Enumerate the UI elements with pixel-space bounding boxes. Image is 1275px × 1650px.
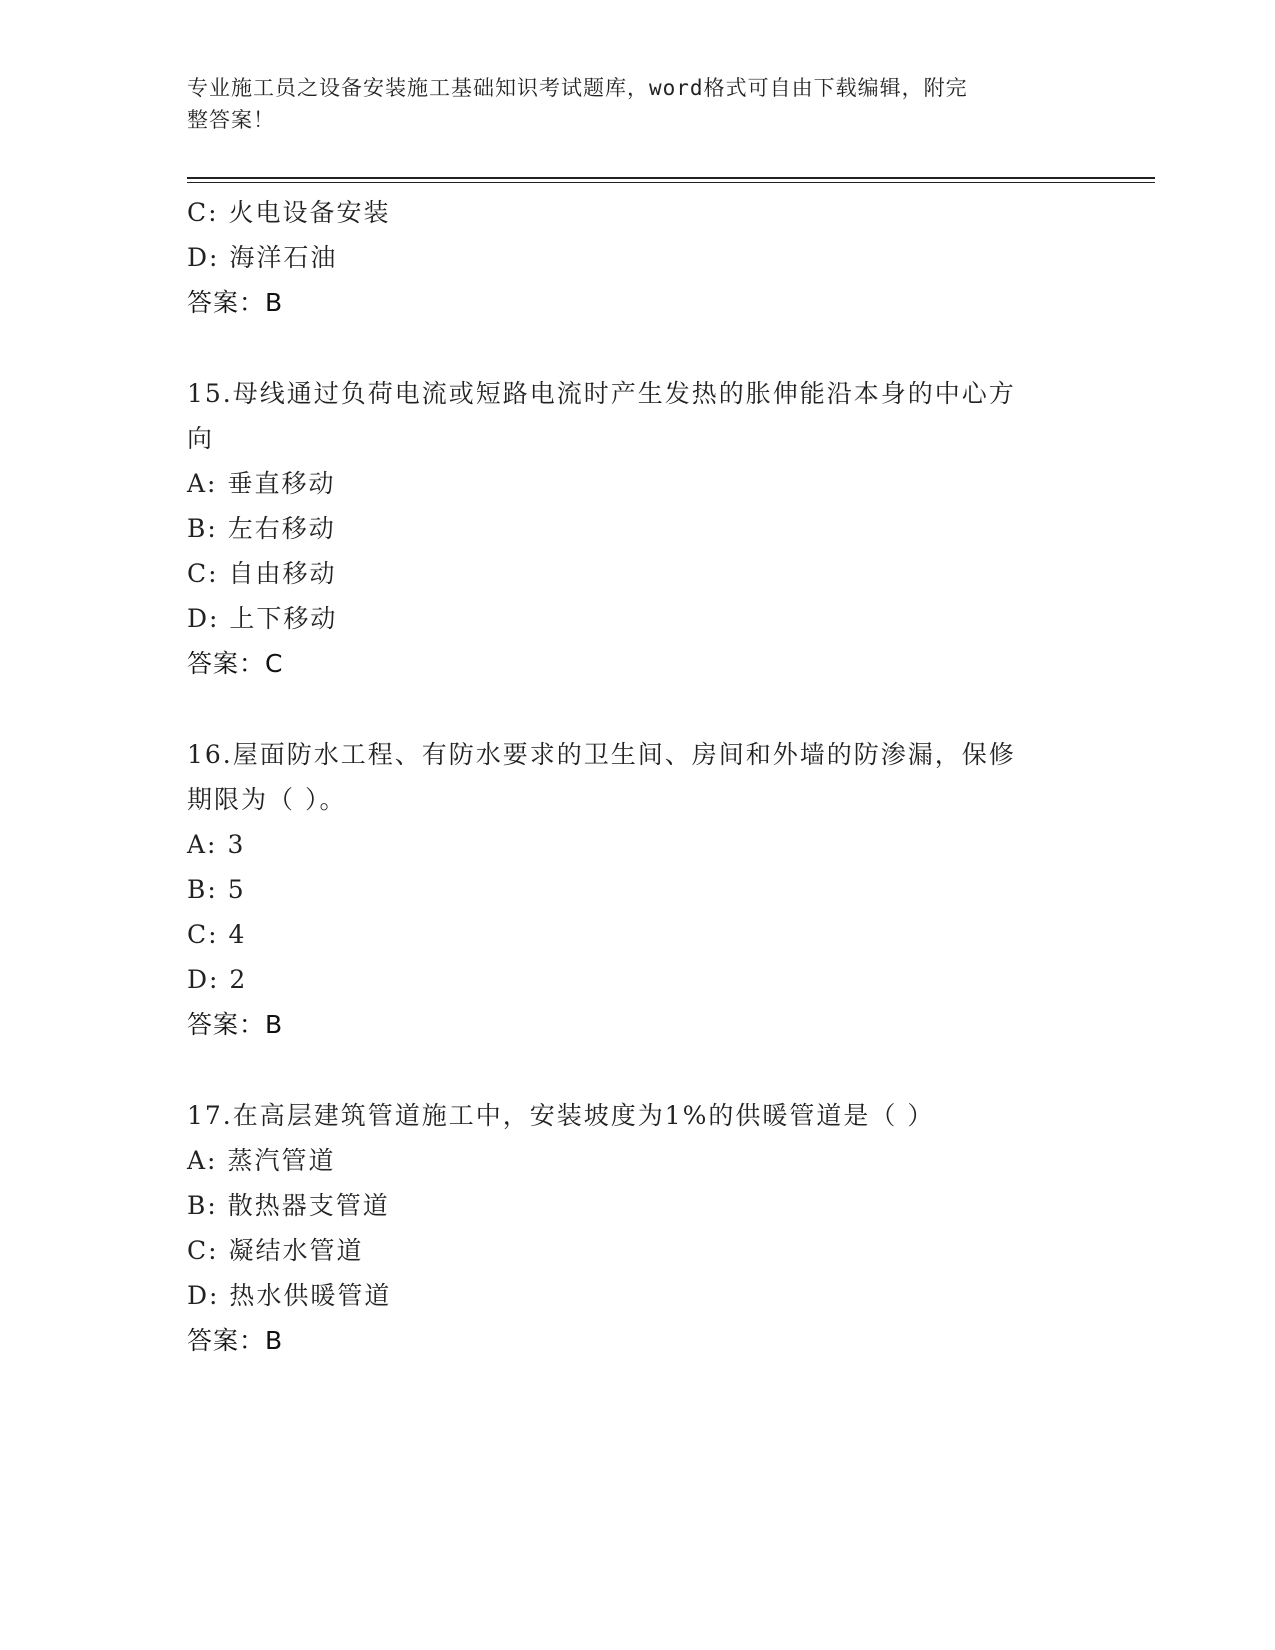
option-b	[187, 1183, 1087, 1228]
option-text: 垂直移动	[227, 469, 336, 498]
option-c	[187, 551, 1087, 596]
question-text-line-1: 17.在高层建筑管道施工中，安装坡度为1%的供暖管道是（ ）	[187, 1101, 935, 1130]
option-text: 5	[227, 875, 246, 904]
header-line-2: 整答案！	[187, 108, 275, 132]
option-label: C:	[187, 559, 219, 588]
option-text: 上下移动	[229, 604, 338, 633]
option-text: 4	[228, 920, 247, 949]
option-text: 自由移动	[228, 559, 337, 588]
option-a	[187, 1138, 1087, 1183]
previous-question-tail	[187, 190, 1087, 325]
option-d	[187, 1273, 1087, 1318]
option-d	[187, 596, 1087, 641]
option-d	[187, 235, 1087, 280]
option-text: 散热器支管道	[227, 1191, 390, 1220]
option-label: D:	[187, 1281, 220, 1310]
option-c	[187, 912, 1087, 957]
header-divider-thin	[187, 182, 1155, 183]
option-label: D:	[187, 965, 220, 994]
option-text: 3	[227, 830, 246, 859]
question-text-line-1: 16.屋面防水工程、有防水要求的卫生间、房间和外墙的防渗漏，保修	[187, 740, 1016, 769]
option-label: B:	[187, 514, 218, 543]
document-header	[187, 72, 1057, 136]
answer-line: 答案：B	[187, 1326, 284, 1355]
option-label: A:	[187, 1146, 218, 1175]
option-a	[187, 822, 1087, 867]
option-text: 海洋石油	[229, 243, 338, 272]
option-label: A:	[187, 469, 218, 498]
option-label: D:	[187, 243, 220, 272]
option-label: C:	[187, 920, 219, 949]
answer-line: 答案：C	[187, 649, 284, 678]
option-label: A:	[187, 830, 218, 859]
question-text-line-1: 15.母线通过负荷电流或短路电流时产生发热的胀伸能沿本身的中心方	[187, 379, 1016, 408]
question-16	[187, 732, 1087, 1047]
option-label: B:	[187, 1191, 218, 1220]
option-text: 火电设备安装	[228, 198, 391, 227]
question-text-line-2: 期限为（ ）。	[187, 785, 347, 814]
header-line-1: 专业施工员之设备安装施工基础知识考试题库，word格式可自由下载编辑，附完	[187, 76, 968, 100]
option-b	[187, 506, 1087, 551]
option-label: C:	[187, 1236, 219, 1265]
option-d	[187, 957, 1087, 1002]
question-17	[187, 1093, 1087, 1363]
option-text: 蒸汽管道	[227, 1146, 336, 1175]
question-list	[187, 190, 1087, 1363]
option-a	[187, 461, 1087, 506]
option-label: D:	[187, 604, 220, 633]
answer-line: 答案：B	[187, 1010, 284, 1039]
option-text: 热水供暖管道	[229, 1281, 392, 1310]
option-text: 左右移动	[227, 514, 336, 543]
answer-line: 答案：B	[187, 288, 284, 317]
option-text: 2	[229, 965, 248, 994]
option-b	[187, 867, 1087, 912]
option-label: B:	[187, 875, 218, 904]
option-c	[187, 1228, 1087, 1273]
question-text-line-2: 向	[187, 424, 215, 453]
header-divider-thick	[187, 177, 1155, 179]
question-15	[187, 371, 1087, 686]
option-label: C:	[187, 198, 219, 227]
option-c	[187, 190, 1087, 235]
option-text: 凝结水管道	[228, 1236, 364, 1265]
